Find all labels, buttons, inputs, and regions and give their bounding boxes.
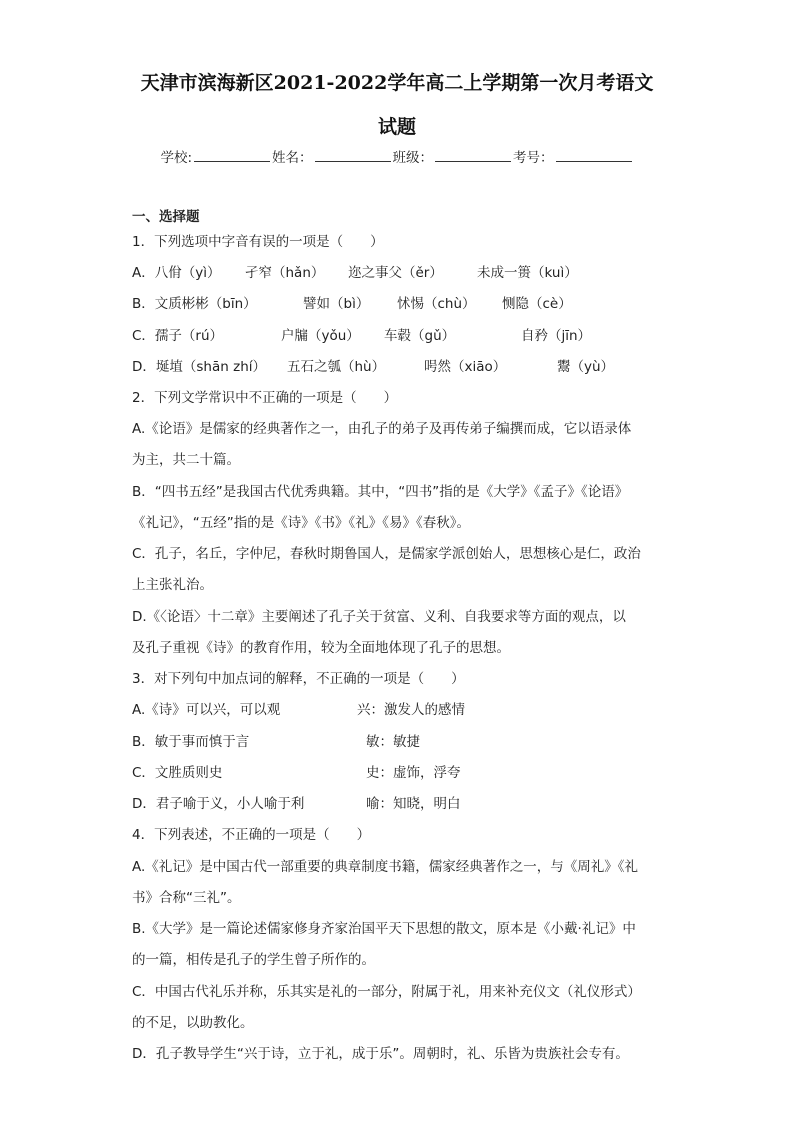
q1-option-d-2: 五石之瓠（hù） — [287, 359, 386, 375]
name-blank[interactable] — [315, 147, 391, 162]
exam-title-line2: 试题 — [377, 116, 416, 138]
q3-option-b-explain: 敏：敏捷 — [366, 734, 420, 750]
question-1-stem: 1．下列选项中字音有误的一项是（ ） — [132, 234, 384, 250]
q2-option-c-line2: 上主张礼治。 — [132, 577, 213, 593]
question-3-stem: 3．对下列句中加点词的解释，不正确的一项是（ ） — [132, 671, 465, 687]
q1-option-a-4: 未成一篑（kuì） — [477, 265, 578, 281]
q1-option-c-2: 户牖（yǒu） — [281, 328, 360, 344]
q1-option-d-1: D．埏埴（shān zhí） — [132, 359, 266, 375]
q2-option-d-line2: 及孔子重视《诗》的教育作用，较为全面地体现了孔子的思想。 — [132, 640, 510, 656]
q2-option-c-line1: C．孔子，名丘，字仲尼，春秋时期鲁国人，是儒家学派创始人，思想核心是仁，政治 — [132, 546, 641, 562]
q2-option-a-line1: A.《论语》是儒家的经典著作之一，由孔子的弟子及再传弟子编撰而成，它以语录体 — [132, 421, 632, 437]
q2-option-b-line2: 《礼记》，“五经”指的是《诗》《书》《礼》《易》《春秋》。 — [132, 515, 470, 531]
q1-option-a-2: 孑窄（hǎn） — [245, 265, 325, 281]
q1-option-c-1: C．孺子（rú） — [132, 328, 224, 344]
q1-option-d-3: 呺然（xiāo） — [424, 359, 507, 375]
q3-option-c-sentence: C．文胜质则史 — [132, 765, 223, 781]
school-blank[interactable] — [194, 147, 270, 162]
q2-option-a-line2: 为主，共二十篇。 — [132, 452, 240, 468]
q1-option-a-3: 迩之事父（ěr） — [348, 265, 443, 281]
q4-option-a-line2: 书》合称“三礼”。 — [132, 890, 241, 906]
class-blank[interactable] — [435, 147, 511, 162]
q3-option-a-sentence: A.《诗》可以兴，可以观 — [132, 702, 281, 718]
q4-option-c-line1: C．中国古代礼乐并称，乐其实是礼的一部分，附属于礼，用来补充仪文（礼仪形式） — [132, 984, 641, 1000]
q1-option-c-3: 车毂（gǔ） — [384, 328, 456, 344]
q2-option-b-line1: B．“四书五经”是我国古代优秀典籍。其中，“四书”指的是《大学》《孟子》《论语》 — [132, 484, 629, 500]
q4-option-b-line2: 的一篇，相传是孔子的学生曾子所作的。 — [132, 952, 375, 968]
q1-option-d-4: 鬻（yù） — [557, 359, 615, 375]
q4-option-b-line1: B.《大学》是一篇论述儒家修身齐家治国平天下思想的散文，原本是《小戴·礼记》中 — [132, 921, 636, 937]
question-4-stem: 4．下列表述，不正确的一项是（ ） — [132, 827, 371, 843]
q3-option-a-explain: 兴：激发人的感情 — [357, 702, 465, 718]
q4-option-a-line1: A.《礼记》是中国古代一部重要的典章制度书籍，儒家经典著作之一，与《周礼》《礼 — [132, 859, 639, 875]
question-2-stem: 2．下列文学常识中不正确的一项是（ ） — [132, 390, 398, 406]
q1-option-b-2: 譬如（bì） — [303, 296, 370, 312]
exam-title-line1: 天津市滨海新区2021-2022学年高二上学期第一次月考语文 — [140, 72, 654, 94]
q1-option-b-1: B．文质彬彬（bīn） — [132, 296, 257, 312]
q1-option-c-4: 自矜（jīn） — [521, 328, 592, 344]
number-label: 考号： — [513, 150, 554, 166]
q1-option-a-1: A．八佾（yì） — [132, 265, 221, 281]
section-heading: 一、选择题 — [132, 209, 200, 225]
student-info-row — [0, 146, 794, 166]
class-label: 班级： — [392, 150, 434, 166]
q3-option-d-explain: 喻：知晓，明白 — [366, 796, 461, 812]
number-blank[interactable] — [556, 147, 632, 162]
q3-option-c-explain: 史：虚饰，浮夸 — [366, 765, 461, 781]
q2-option-d-line1: D.《〈论语〉十二章》主要阐述了孔子关于贫富、义利、自我要求等方面的观点，以 — [132, 609, 626, 625]
q1-option-b-3: 怵惕（chù） — [397, 296, 476, 312]
name-label: 姓名： — [272, 150, 313, 166]
q3-option-b-sentence: B．敏于事而慎于言 — [132, 734, 250, 750]
school-label: 学校: — [160, 150, 193, 166]
q4-option-d-line1: D．孔子教导学生“兴于诗，立于礼，成于乐”。周朝时，礼、乐皆为贵族社会专有。 — [132, 1046, 629, 1062]
q3-option-d-sentence: D．君子喻于义，小人喻于利 — [132, 796, 305, 812]
q4-option-c-line2: 的不足，以助教化。 — [132, 1015, 254, 1031]
q1-option-b-4: 恻隐（cè） — [502, 296, 572, 312]
